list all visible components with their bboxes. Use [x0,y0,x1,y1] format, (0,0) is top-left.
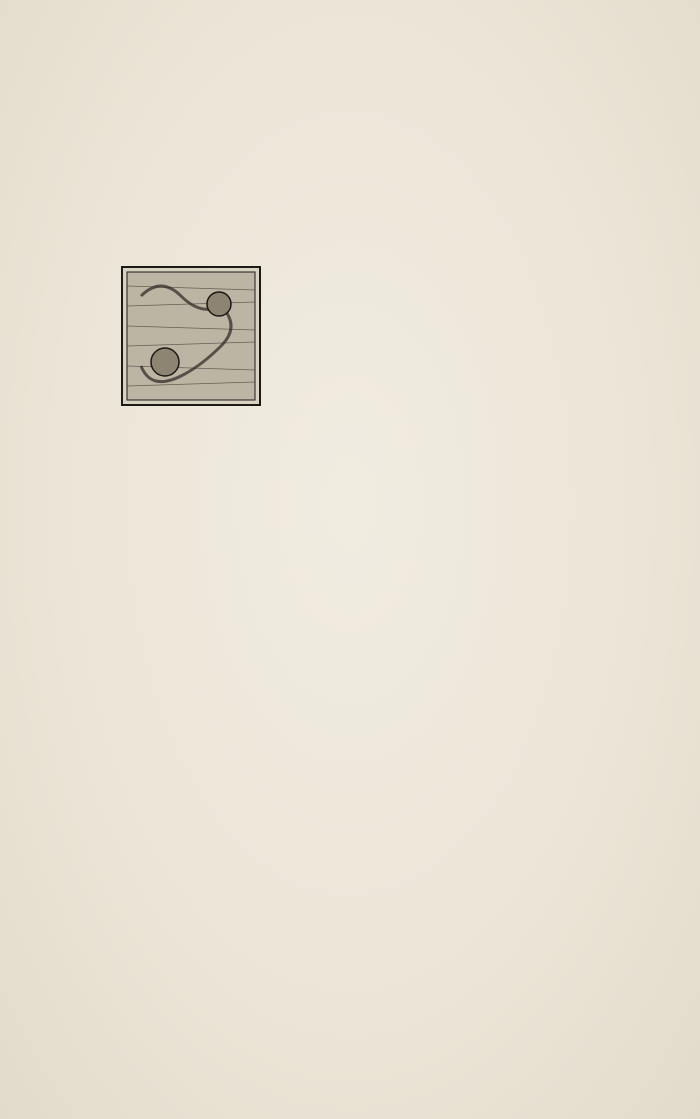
woodcut-initial-s [121,266,261,406]
decorated-initial [121,266,261,406]
